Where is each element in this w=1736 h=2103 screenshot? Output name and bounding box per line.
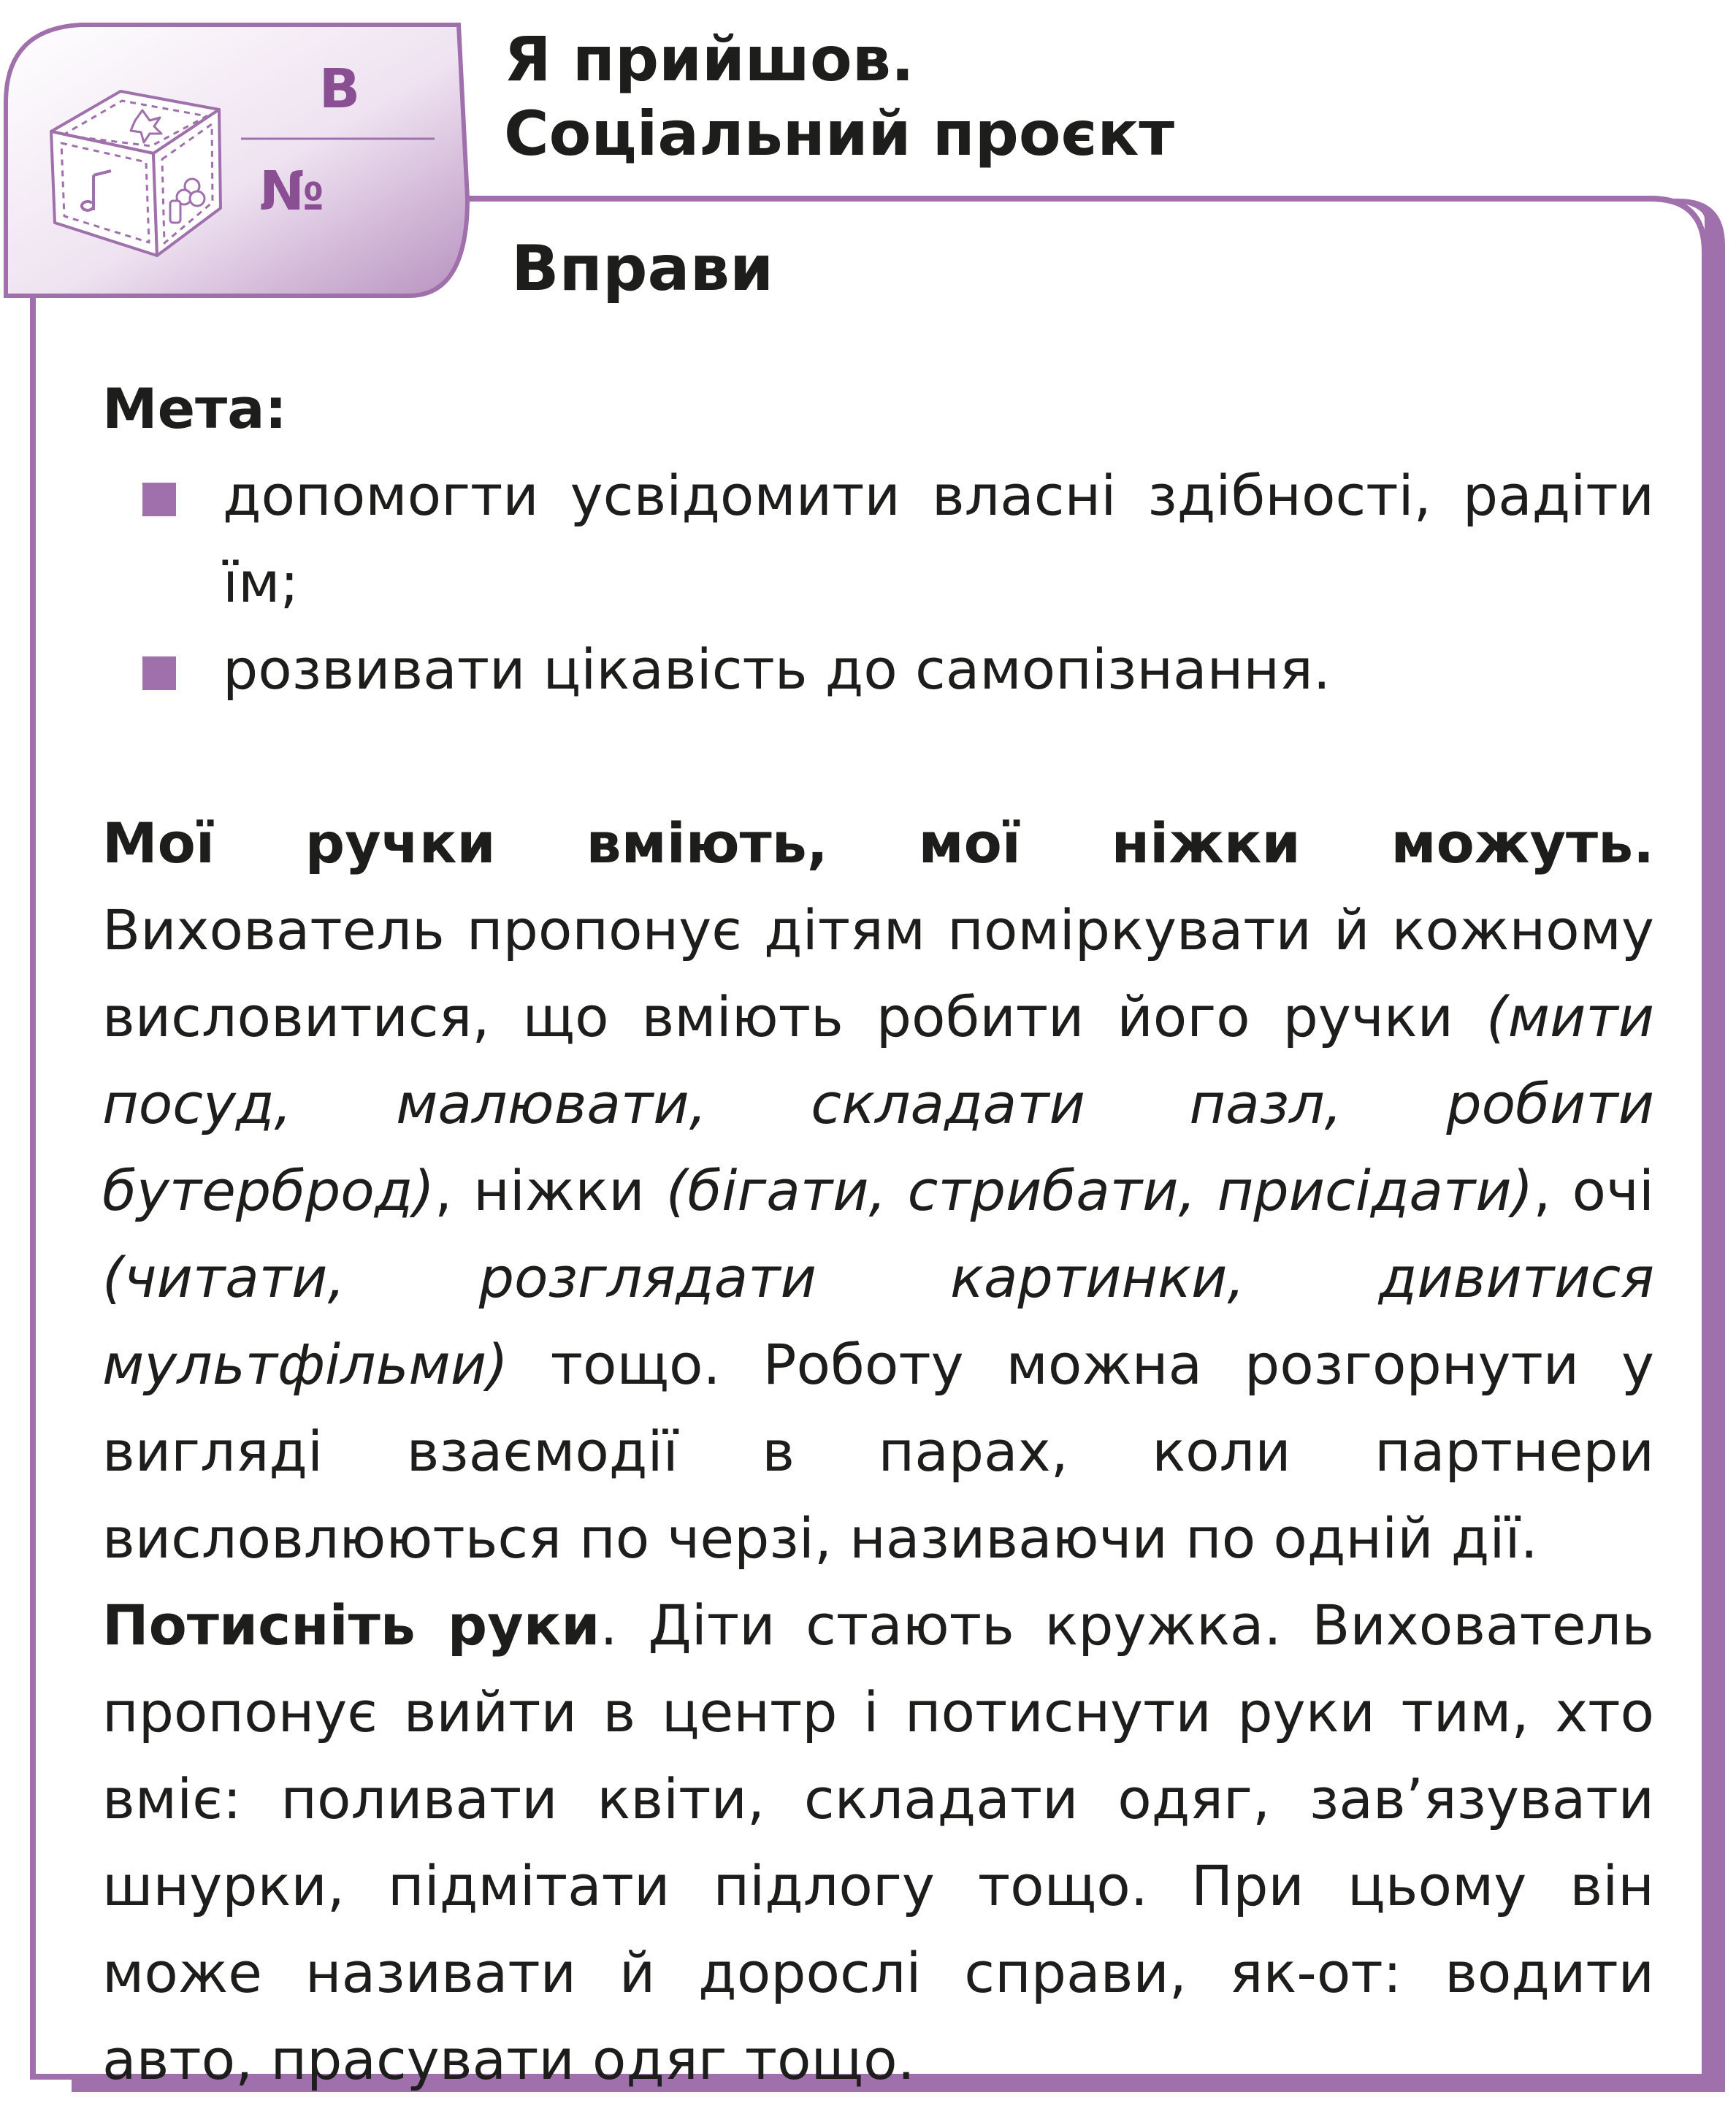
goal-item-text: допомогти усвідомити власні здібності, радіти їм;: [223, 463, 1654, 615]
page-title: [504, 22, 1174, 171]
goal-item: [102, 626, 1654, 713]
badge-number: №: [259, 160, 325, 223]
content-body: [102, 365, 1654, 2103]
goal-item: [102, 452, 1654, 626]
exercise-title: Потисніть руки: [102, 1593, 600, 1658]
square-bullet-icon: [142, 656, 176, 690]
square-bullet-icon: [142, 483, 176, 516]
section-heading: Вправи: [511, 232, 774, 305]
goal-title: Мета:: [102, 376, 287, 441]
goal-list: [102, 452, 1654, 713]
exercise-examples: (мити посуд, малювати, складати пазл, робити бутерброд): [102, 984, 1654, 1223]
exercise-text: , очі: [1533, 1158, 1655, 1223]
exercise-title: Мої ручки вміють, мої ніжки можуть.: [102, 811, 1654, 876]
exercise-text: Вихователь пропонує дітям поміркувати й кожному висловитися, що вміють робити його ручки: [102, 897, 1654, 1049]
exercise-text: . Діти стають кружка. Вихователь пропонує вийти в центр і потиснути руки тим, хто вміє: поливати квіти, складати одяг, зав’язувати шнурки, підмітати підлогу тощо. При цьому він може називати й дорослі справи, як-от: водити авто, прасувати одяг тощо.: [102, 1593, 1655, 2092]
title-line-2: Соціальний проєкт: [504, 98, 1175, 169]
exercise-paragraph-1: [102, 800, 1654, 1582]
exercise-examples: (бігати, стрибати, присідати): [665, 1158, 1534, 1223]
goal-item-text: розвивати цікавість до самопізнання.: [223, 637, 1331, 702]
exercise-text: , ніжки: [434, 1158, 666, 1223]
exercise-examples: (читати, розглядати картинки, дивитися мультфільми): [102, 1245, 1654, 1397]
exercise-paragraph-2: [102, 1582, 1654, 2103]
title-line-1: Я прийшов.: [504, 23, 914, 95]
exercise-text: тощо. Роботу можна розгорнути у вигляді взаємодії в парах, коли партнери висловлюються по черзі, називаючи по одній дії.: [102, 1332, 1654, 1571]
badge-letter: В: [318, 58, 361, 120]
